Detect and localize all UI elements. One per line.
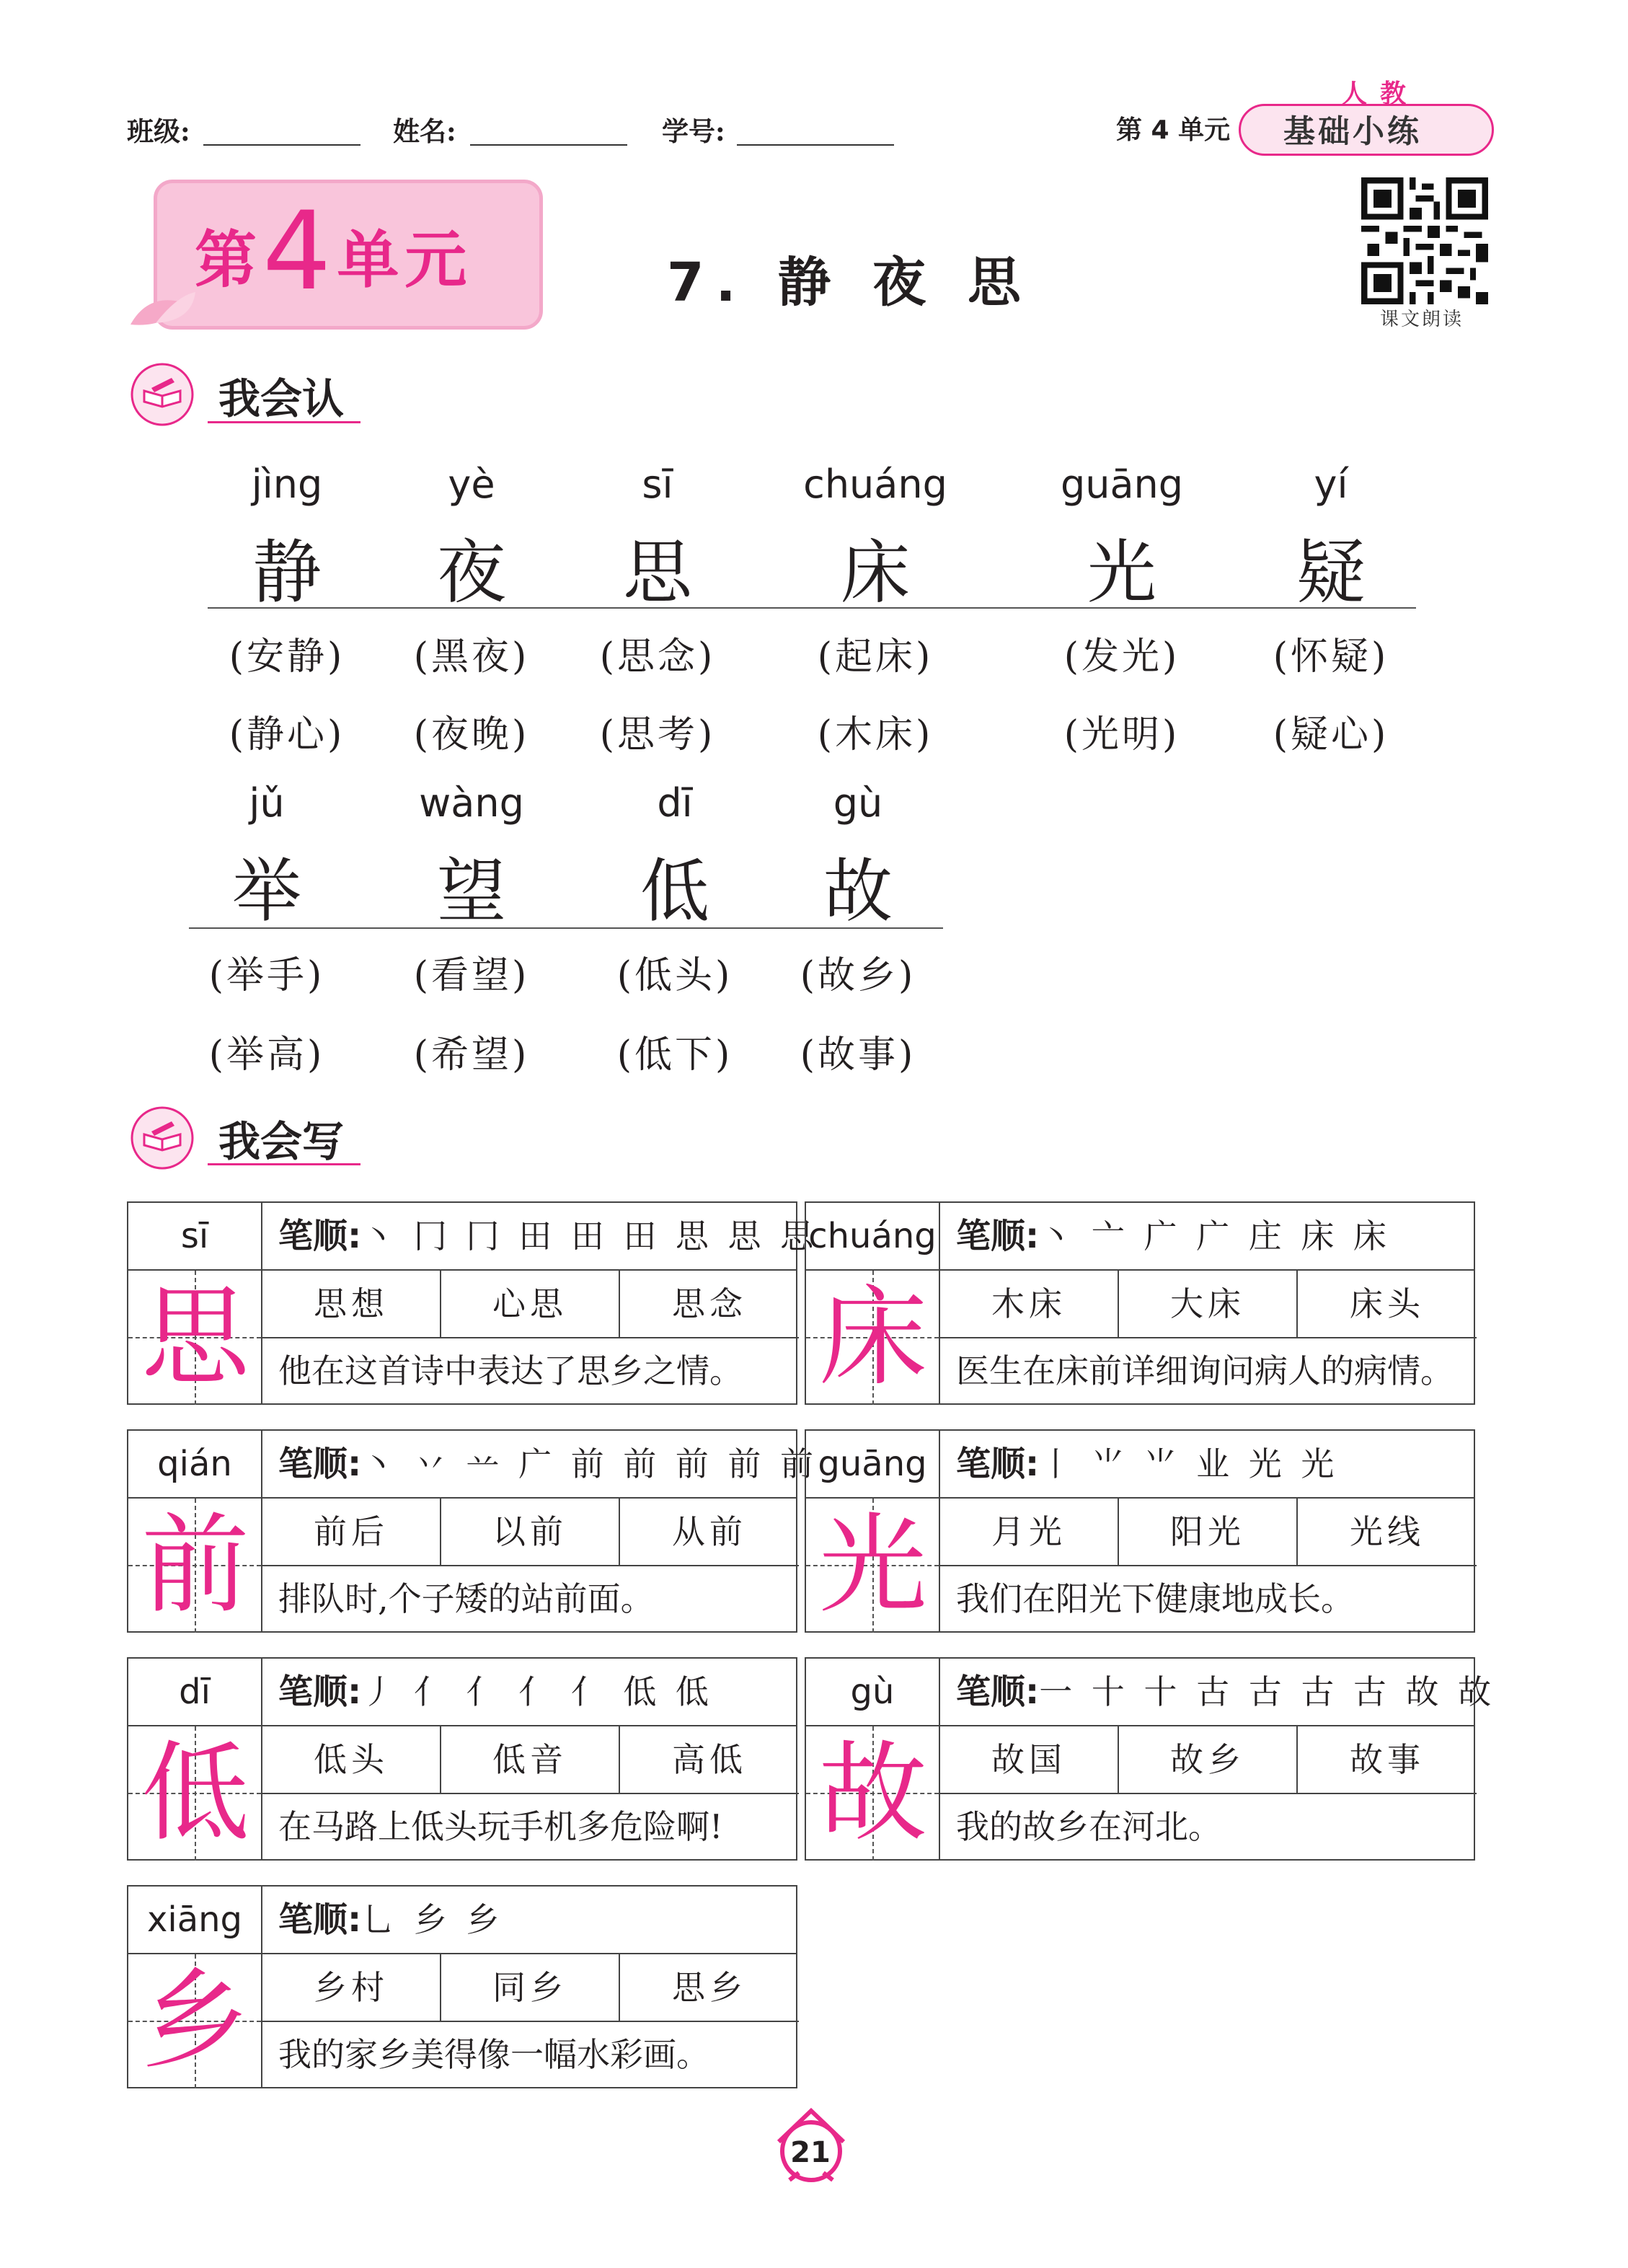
hanzi: 疑 bbox=[1296, 532, 1366, 613]
card-pinyin: chuáng bbox=[806, 1203, 940, 1271]
example-sentence: 我的家乡美得像一幅水彩画。 bbox=[278, 2035, 709, 2074]
hanzi: 静 bbox=[252, 532, 322, 613]
pinyin: dī bbox=[657, 780, 693, 826]
card-word: 阳光 bbox=[1119, 1499, 1298, 1566]
card-character: 低 bbox=[141, 1731, 249, 1856]
word: (举高) bbox=[208, 1033, 325, 1077]
write-card bbox=[127, 1201, 818, 1405]
unit-indicator: 第 4 单元 bbox=[1116, 115, 1231, 145]
example-sentence: 我的故乡在河北。 bbox=[956, 1807, 1221, 1846]
leaf-icon bbox=[127, 288, 199, 332]
write-card bbox=[127, 1885, 797, 2088]
card-pinyin: guāng bbox=[806, 1431, 940, 1499]
write-card bbox=[127, 1429, 818, 1633]
hanzi: 思 bbox=[623, 532, 692, 613]
card-word: 低音 bbox=[441, 1726, 620, 1794]
card-character: 思 bbox=[141, 1275, 249, 1400]
hanzi: 夜 bbox=[437, 532, 506, 613]
stroke-order bbox=[940, 1659, 1496, 1726]
word: (低头) bbox=[616, 954, 733, 997]
pinyin: yè bbox=[448, 462, 495, 507]
word: (故事) bbox=[800, 1033, 916, 1077]
tianzige-grid[interactable] bbox=[128, 1271, 262, 1405]
stroke-order bbox=[262, 1659, 796, 1726]
tianzige-grid[interactable] bbox=[806, 1726, 940, 1861]
unit-banner-number: 4 bbox=[262, 189, 337, 314]
word: (木床) bbox=[817, 713, 934, 756]
stroke-sequence: 丿 亻 亻 亻 亻 低 低 bbox=[361, 1672, 713, 1711]
stroke-order-label: 笔顺: bbox=[956, 1444, 1040, 1484]
pinyin: yí bbox=[1314, 462, 1348, 507]
word: (静心) bbox=[229, 713, 345, 756]
word: (夜晚) bbox=[413, 713, 530, 756]
series-publisher: 人教 bbox=[1341, 79, 1420, 109]
write-card bbox=[805, 1657, 1496, 1861]
pinyin: sī bbox=[642, 462, 673, 507]
tianzige-grid[interactable] bbox=[128, 1726, 262, 1861]
stroke-order-label: 笔顺: bbox=[956, 1216, 1040, 1256]
stroke-sequence: 丶 丷 䒑 广 前 前 前 前 前 bbox=[361, 1444, 818, 1483]
card-word: 前后 bbox=[262, 1499, 441, 1566]
row-rule bbox=[208, 607, 1416, 609]
pinyin: chuáng bbox=[803, 462, 947, 507]
stroke-order bbox=[262, 1431, 818, 1499]
card-pinyin: dī bbox=[128, 1659, 262, 1726]
card-pinyin: sī bbox=[128, 1203, 262, 1271]
card-word: 低头 bbox=[262, 1726, 441, 1794]
pinyin: wàng bbox=[419, 780, 524, 826]
unit-banner-title bbox=[195, 189, 472, 314]
card-word: 乡村 bbox=[262, 1954, 441, 2022]
example-sentence: 在马路上低头玩手机多危险啊! bbox=[278, 1807, 723, 1846]
stroke-sequence: 丨 ⺌ ⺌ 业 光 光 bbox=[1039, 1444, 1339, 1483]
card-character: 故 bbox=[818, 1731, 927, 1856]
row-rule bbox=[189, 927, 943, 929]
word: (起床) bbox=[817, 635, 934, 679]
stroke-order-label: 笔顺: bbox=[278, 1216, 362, 1256]
pinyin: guāng bbox=[1060, 462, 1184, 507]
stroke-order-label: 笔顺: bbox=[956, 1672, 1040, 1712]
class-label: 班级: bbox=[127, 115, 190, 147]
tianzige-grid[interactable] bbox=[128, 1954, 262, 2088]
stroke-sequence: 丶 亠 广 广 庄 床 床 bbox=[1039, 1217, 1391, 1256]
unit-banner-suffix: 单元 bbox=[337, 224, 473, 296]
write-card bbox=[127, 1657, 797, 1861]
section-underline bbox=[208, 1163, 360, 1165]
example-sentence: 我们在阳光下健康地成长。 bbox=[956, 1579, 1354, 1618]
pinyin: gù bbox=[833, 780, 883, 826]
stroke-order-label: 笔顺: bbox=[278, 1672, 362, 1712]
student-id-blank[interactable] bbox=[737, 144, 894, 146]
series-name: 基础小练 bbox=[1283, 113, 1422, 150]
word: (怀疑) bbox=[1273, 635, 1389, 679]
card-word: 心思 bbox=[441, 1271, 620, 1338]
tianzige-grid[interactable] bbox=[806, 1271, 940, 1405]
card-character: 前 bbox=[141, 1503, 249, 1628]
card-word: 思想 bbox=[262, 1271, 441, 1338]
card-word: 光线 bbox=[1298, 1499, 1477, 1566]
tianzige-grid[interactable] bbox=[806, 1499, 940, 1633]
card-word: 故事 bbox=[1298, 1726, 1477, 1794]
card-word: 以前 bbox=[441, 1499, 620, 1566]
book-icon bbox=[130, 1106, 195, 1170]
stroke-order bbox=[262, 1203, 818, 1271]
word: (故乡) bbox=[800, 954, 916, 997]
word: (举手) bbox=[208, 954, 325, 997]
pinyin: jìng bbox=[251, 462, 323, 507]
stroke-order-label: 笔顺: bbox=[278, 1444, 362, 1484]
hanzi: 故 bbox=[823, 851, 893, 932]
card-pinyin: xiāng bbox=[128, 1887, 262, 1954]
word: (疑心) bbox=[1273, 713, 1389, 756]
example-sentence: 他在这首诗中表达了思乡之情。 bbox=[278, 1351, 743, 1390]
word: (黑夜) bbox=[413, 635, 530, 679]
lesson-title: 7. 静 夜 思 bbox=[667, 252, 1032, 314]
qr-caption: 课文朗读 bbox=[1380, 309, 1464, 330]
card-word: 大床 bbox=[1119, 1271, 1298, 1338]
class-blank[interactable] bbox=[203, 144, 360, 146]
card-word: 木床 bbox=[940, 1271, 1119, 1338]
stroke-sequence: 乚 乡 乡 bbox=[361, 1900, 504, 1939]
name-blank[interactable] bbox=[470, 144, 627, 146]
card-word: 从前 bbox=[620, 1499, 799, 1566]
pinyin: jǔ bbox=[249, 780, 285, 826]
word: (希望) bbox=[413, 1033, 530, 1077]
write-card bbox=[805, 1201, 1475, 1405]
card-character: 床 bbox=[818, 1275, 927, 1400]
word: (思念) bbox=[599, 635, 716, 679]
card-character: 乡 bbox=[141, 1959, 249, 2084]
card-word: 同乡 bbox=[441, 1954, 620, 2022]
write-card bbox=[805, 1429, 1475, 1633]
stroke-order bbox=[940, 1431, 1474, 1499]
card-pinyin: gù bbox=[806, 1659, 940, 1726]
card-word: 高低 bbox=[620, 1726, 799, 1794]
card-character: 光 bbox=[818, 1503, 927, 1628]
word: (安静) bbox=[229, 635, 345, 679]
card-word: 思念 bbox=[620, 1271, 799, 1338]
stroke-order bbox=[262, 1887, 796, 1954]
card-pinyin: qián bbox=[128, 1431, 262, 1499]
student-id-label: 学号: bbox=[662, 115, 725, 147]
stroke-sequence: 一 十 十 古 古 古 古 故 故 bbox=[1039, 1672, 1496, 1711]
example-sentence: 医生在床前详细询问病人的病情。 bbox=[956, 1351, 1454, 1390]
stroke-order bbox=[940, 1203, 1474, 1271]
word: (看望) bbox=[413, 954, 530, 997]
card-word: 月光 bbox=[940, 1499, 1119, 1566]
word: (低下) bbox=[616, 1033, 733, 1077]
tianzige-grid[interactable] bbox=[128, 1499, 262, 1633]
stroke-sequence: 丶 冂 冂 田 田 田 思 思 思 bbox=[361, 1217, 818, 1256]
section-title-recognize: 我会认 bbox=[218, 374, 345, 423]
page-number: 21 bbox=[790, 2136, 831, 2169]
example-sentence: 排队时,个子矮的站前面。 bbox=[278, 1579, 654, 1618]
hanzi: 床 bbox=[841, 532, 910, 613]
unit-banner-prefix: 第 bbox=[195, 224, 262, 296]
hanzi: 低 bbox=[640, 851, 709, 932]
section-title-write: 我会写 bbox=[218, 1117, 345, 1166]
name-label: 姓名: bbox=[393, 115, 456, 147]
card-word: 故国 bbox=[940, 1726, 1119, 1794]
hanzi: 望 bbox=[437, 851, 506, 932]
word: (发光) bbox=[1063, 635, 1180, 679]
stroke-order-label: 笔顺: bbox=[278, 1899, 362, 1940]
card-word: 床头 bbox=[1298, 1271, 1477, 1338]
hanzi: 光 bbox=[1087, 532, 1156, 613]
hanzi: 举 bbox=[232, 851, 301, 932]
card-word: 故乡 bbox=[1119, 1726, 1298, 1794]
word: (思考) bbox=[599, 713, 716, 756]
qr-code-icon[interactable] bbox=[1361, 177, 1488, 304]
word: (光明) bbox=[1063, 713, 1180, 756]
card-word: 思乡 bbox=[620, 1954, 799, 2022]
section-underline bbox=[208, 421, 360, 423]
book-icon bbox=[130, 362, 195, 427]
